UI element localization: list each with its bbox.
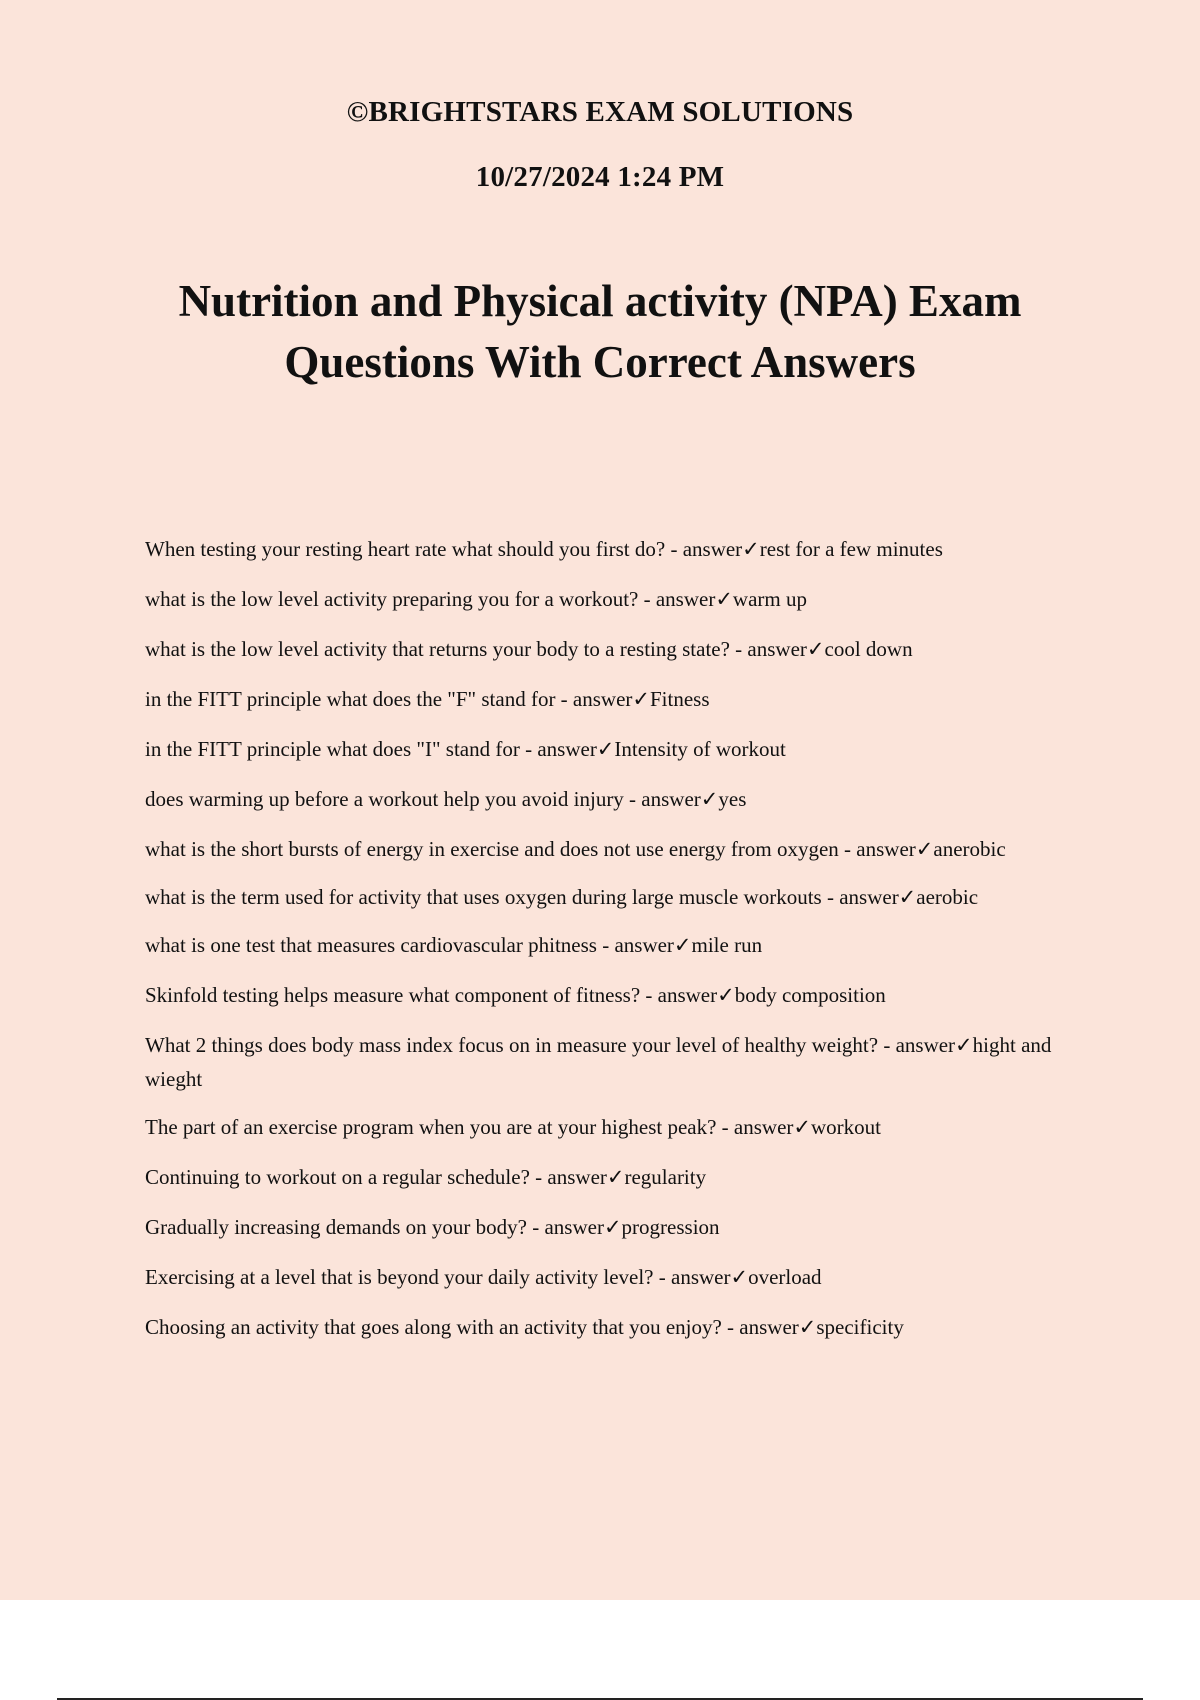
qa-item: what is the low level activity that returns your body to a resting state? - answer✓cool down — [145, 637, 913, 661]
qa-item: in the FITT principle what does the "F" stand for - answer✓Fitness — [145, 687, 710, 711]
qa-item: Continuing to workout on a regular schedule? - answer✓regularity — [145, 1165, 707, 1189]
company-header: ©BRIGHTSTARS EXAM SOLUTIONS — [346, 96, 854, 128]
qa-item: what is the low level activity preparing you for a workout? - answer✓warm up — [145, 587, 807, 611]
qa-item: Choosing an activity that goes along with an activity that you enjoy? - answer✓specificity — [145, 1315, 904, 1339]
timestamp: 10/27/2024 1:24 PM — [475, 161, 725, 193]
qa-item: What 2 things does body mass index focus on in measure your level of healthy weight? - answer✓hight and wieght — [145, 1033, 1052, 1091]
qa-item: in the FITT principle what does "I" stand for - answer✓Intensity of workout — [145, 737, 786, 761]
qa-item: Skinfold testing helps measure what component of fitness? - answer✓body composition — [145, 983, 886, 1007]
qa-item: what is the term used for activity that uses oxygen during large muscle workouts - answer✓aerobic — [145, 885, 979, 909]
qa-item: Exercising at a level that is beyond your daily activity level? - answer✓overload — [145, 1265, 822, 1289]
qa-item: Gradually increasing demands on your body? - answer✓progression — [145, 1215, 720, 1239]
qa-item: what is the short bursts of energy in exercise and does not use energy from oxygen - answer✓anerobic — [145, 837, 1006, 861]
qa-item: what is one test that measures cardiovascular phitness - answer✓mile run — [145, 933, 763, 957]
qa-list — [145, 532, 1085, 1360]
qa-item: does warming up before a workout help you avoid injury - answer✓yes — [145, 787, 747, 811]
qa-item: The part of an exercise program when you are at your highest peak? - answer✓workout — [145, 1115, 881, 1139]
document-title: Nutrition and Physical activity (NPA) Exam Questions With Correct Answers — [178, 276, 1022, 387]
qa-item: When testing your resting heart rate what should you first do? - answer✓rest for a few minutes — [145, 537, 943, 561]
